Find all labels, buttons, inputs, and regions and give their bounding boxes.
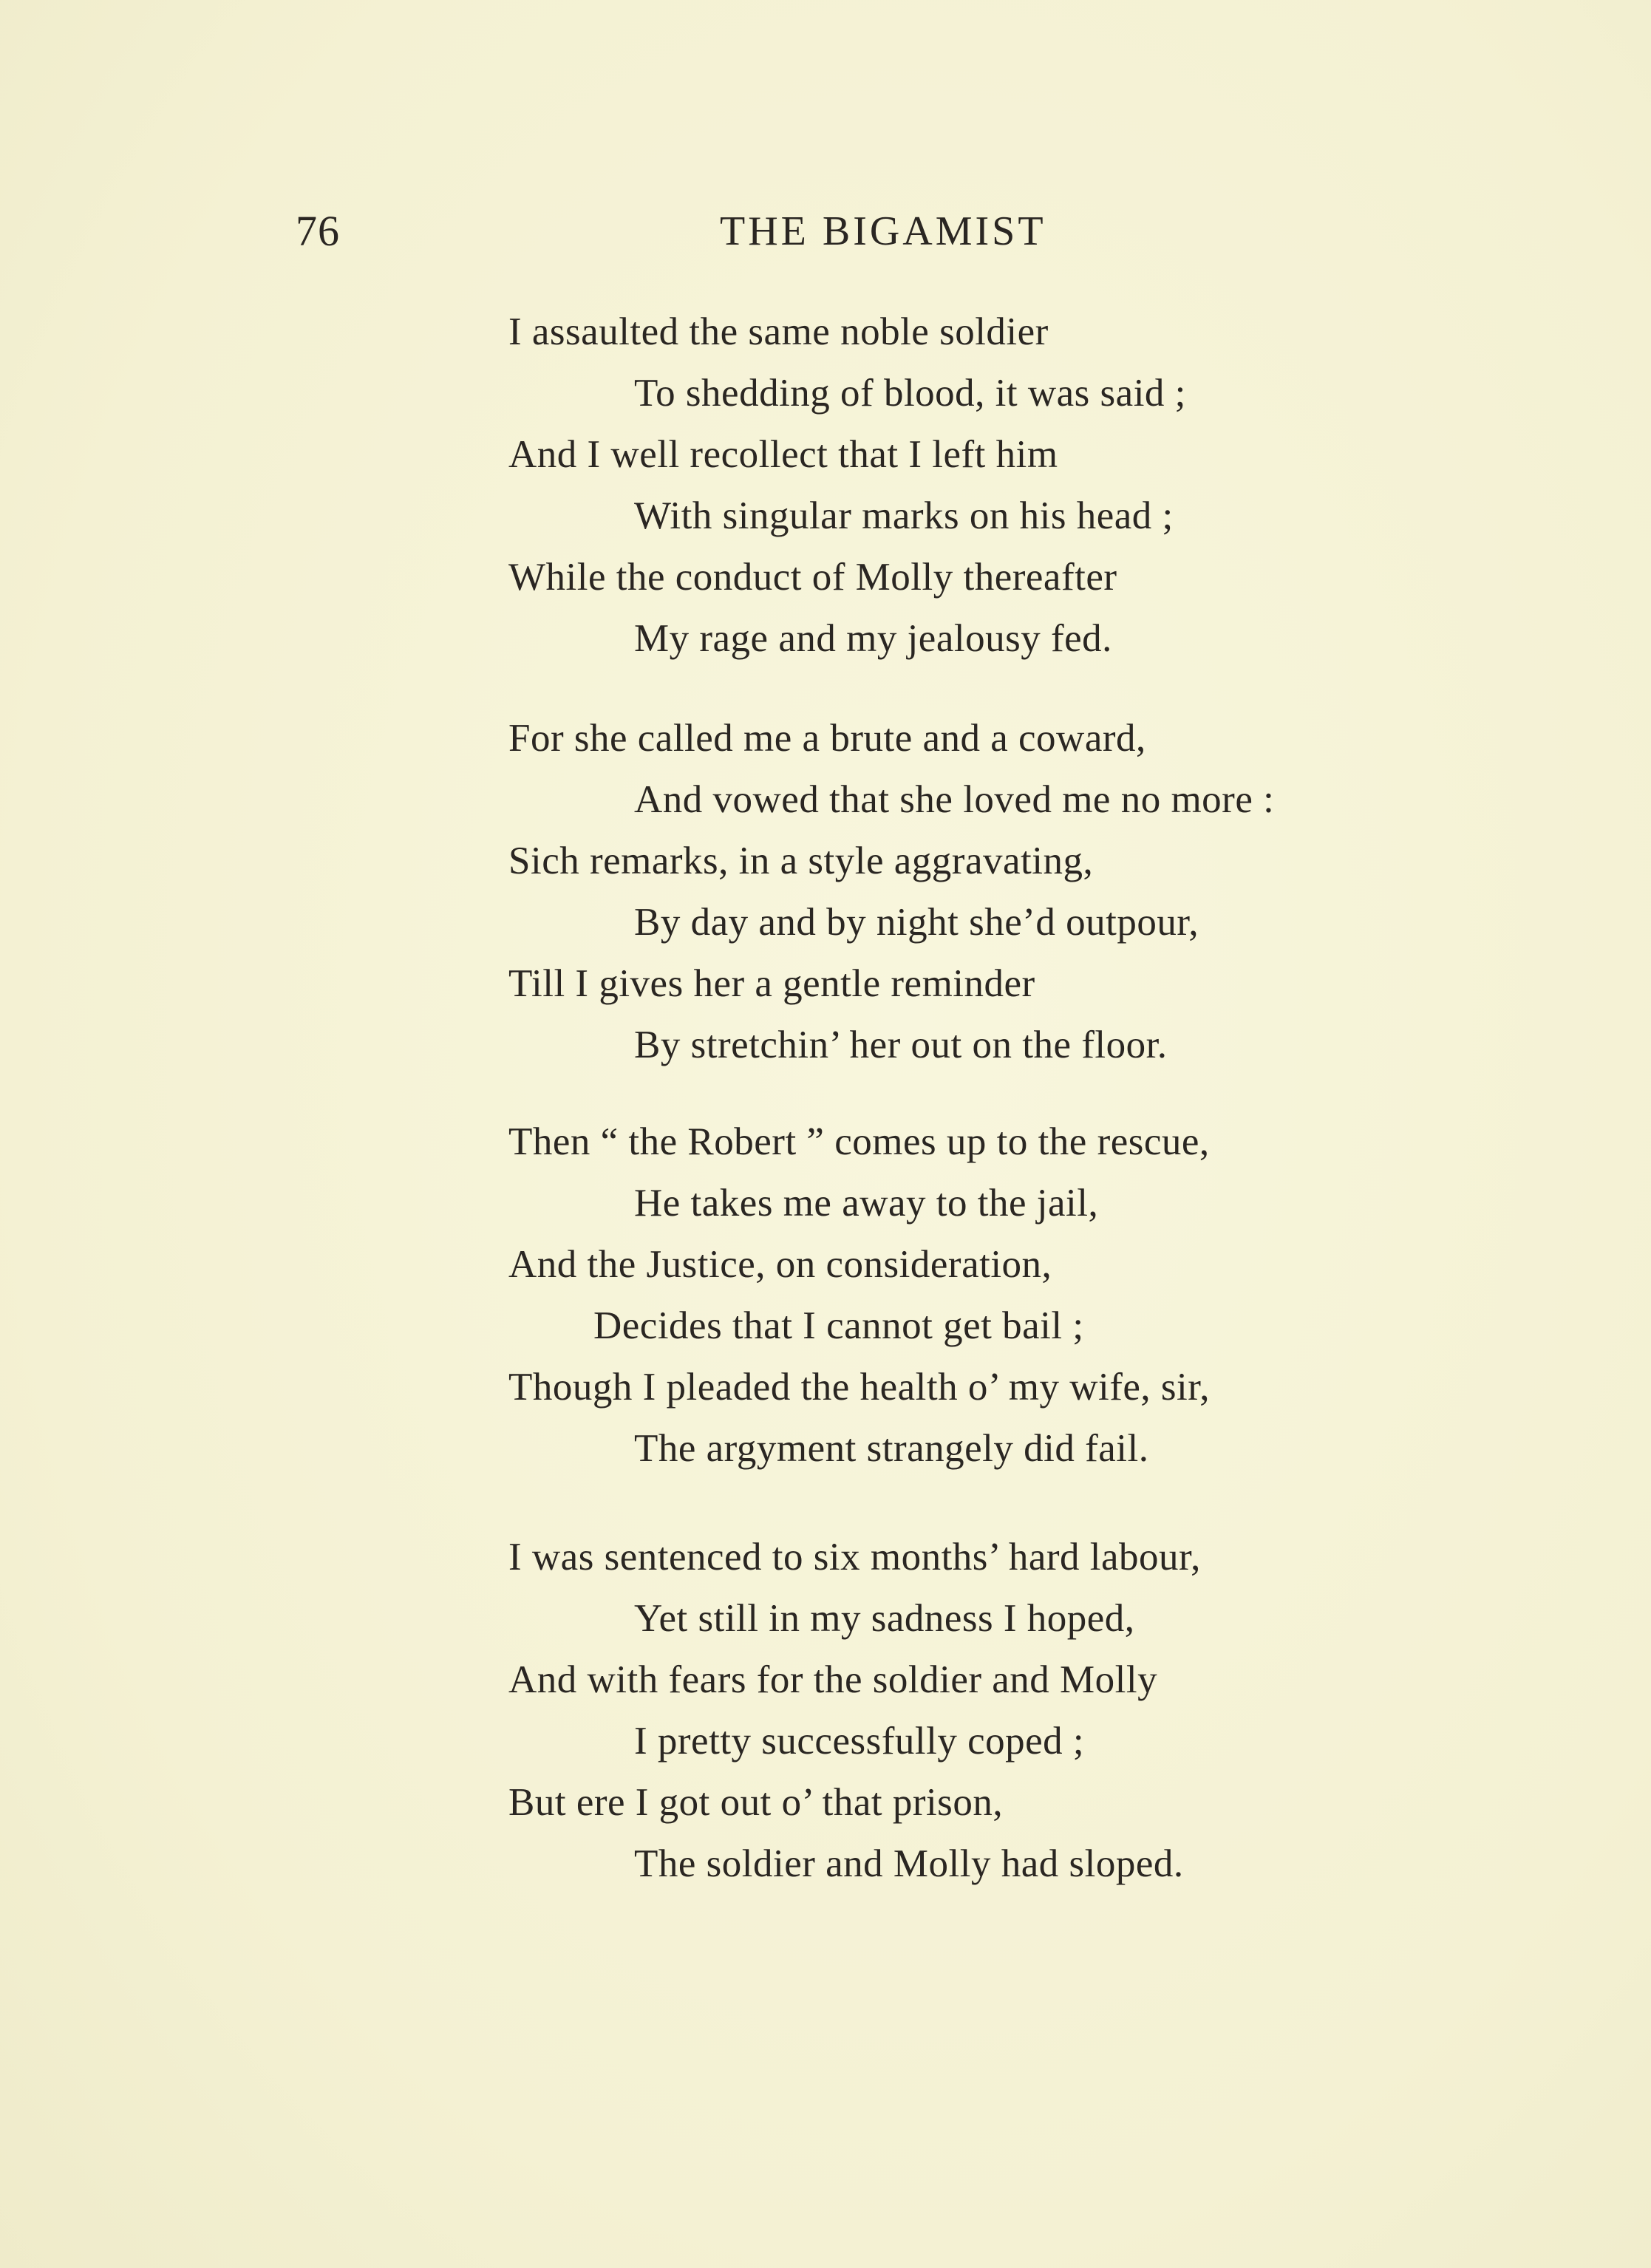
verse-line: He takes me away to the jail, (634, 1182, 1099, 1225)
verse-line: Then “ the Robert ” comes up to the rescue, (508, 1120, 1210, 1163)
verse-line: By day and by night she’d outpour, (634, 901, 1199, 944)
verse-line: The argyment strangely did fail. (634, 1427, 1149, 1470)
verse-line: And I well recollect that I left him (508, 433, 1058, 476)
verse-line: While the conduct of Molly thereafter (508, 556, 1117, 599)
stanza-4 (508, 1527, 1201, 1895)
verse-line: My rage and my jealousy fed. (634, 617, 1112, 660)
page-number: 76 (296, 207, 340, 255)
verse-line: I was sentenced to six months’ hard labour, (508, 1536, 1201, 1579)
verse-line: With singular marks on his head ; (634, 494, 1174, 537)
verse-line: And vowed that she loved me no more : (634, 778, 1275, 821)
verse-line: By stretchin’ her out on the floor. (634, 1024, 1168, 1066)
verse-line: I pretty successfully coped ; (634, 1720, 1085, 1763)
verse-line: And the Justice, on consideration, (508, 1243, 1052, 1286)
verse-line: Till I gives her a gentle reminder (508, 962, 1035, 1005)
verse-line: For she called me a brute and a coward, (508, 717, 1146, 760)
verse-line: And with fears for the soldier and Molly (508, 1658, 1158, 1701)
stanza-1 (508, 302, 1186, 670)
verse-line: The soldier and Molly had sloped. (634, 1842, 1184, 1885)
running-head-title: THE BIGAMIST (720, 208, 1046, 254)
stanza-2 (508, 708, 1274, 1076)
verse-line: Decides that I cannot get bail ; (593, 1304, 1084, 1347)
stanza-3 (508, 1111, 1210, 1479)
verse-line: But ere I got out o’ that prison, (508, 1781, 1004, 1824)
verse-line: I assaulted the same noble soldier (508, 310, 1049, 353)
verse-line: To shedding of blood, it was said ; (634, 372, 1186, 415)
verse-line: Yet still in my sadness I hoped, (634, 1597, 1135, 1640)
verse-line: Sich remarks, in a style aggravating, (508, 840, 1094, 882)
verse-line: Though I pleaded the health o’ my wife, sir, (508, 1366, 1211, 1409)
